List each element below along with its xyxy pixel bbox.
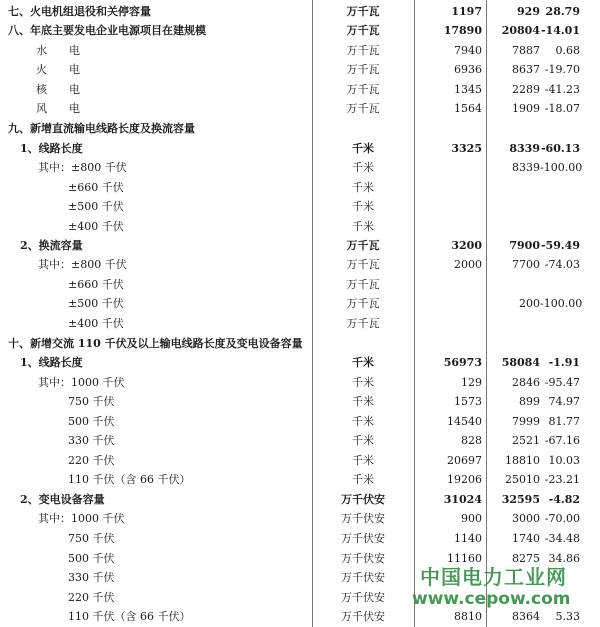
table-row <box>0 99 600 119</box>
table-row <box>0 119 600 139</box>
value-change: 34.86 <box>548 552 580 565</box>
row-unit: 万千瓦 <box>346 239 380 252</box>
value-change: -60.13 <box>540 142 580 155</box>
row-label: 330 千伏 <box>68 571 115 584</box>
row-unit: 万千伏安 <box>341 493 385 506</box>
value-previous: 2846 <box>512 376 540 389</box>
row-unit: 千米 <box>352 200 374 213</box>
table-row <box>0 353 600 373</box>
watermark-title: 中国电力工业网 <box>420 565 567 589</box>
value-change: 81.77 <box>548 415 580 428</box>
value-current: 1573 <box>454 395 482 408</box>
value-previous: 1740 <box>512 532 540 545</box>
row-label: ±660 千伏 <box>68 181 124 194</box>
row-unit: 万千伏安 <box>341 532 385 545</box>
value-previous: 2289 <box>512 83 540 96</box>
row-unit: 万千伏安 <box>341 512 385 525</box>
table-row <box>0 60 600 80</box>
value-current: 56973 <box>443 356 482 369</box>
row-label: 220 千伏 <box>68 454 115 467</box>
value-change <box>540 197 580 217</box>
value-previous: 8275 <box>512 552 540 565</box>
row-unit: 千米 <box>352 454 374 467</box>
value-previous <box>488 275 540 295</box>
value-current <box>416 294 482 314</box>
table-row <box>0 217 600 237</box>
value-change: -100.00 <box>540 297 583 310</box>
value-change: -34.48 <box>544 532 580 545</box>
value-current <box>416 119 482 139</box>
row-label: ±500 千伏 <box>68 200 124 213</box>
value-change <box>540 217 580 237</box>
value-previous: 18810 <box>505 454 540 467</box>
row-unit: 万千伏安 <box>341 610 385 623</box>
value-previous: 200 <box>519 297 540 310</box>
value-change: 10.03 <box>548 454 580 467</box>
value-current: 6936 <box>454 63 482 76</box>
value-current <box>416 275 482 295</box>
table-row <box>0 470 600 490</box>
table-row <box>0 529 600 549</box>
table-row <box>0 41 600 61</box>
row-label: 其中：±800 千伏 <box>38 161 127 174</box>
value-change <box>540 275 580 295</box>
row-unit: 万千瓦 <box>346 83 380 96</box>
value-previous: 25010 <box>505 473 540 486</box>
row-unit <box>312 334 414 354</box>
table-row <box>0 294 600 314</box>
table-row <box>0 451 600 471</box>
row-label: 750 千伏 <box>68 532 115 545</box>
value-current: 3200 <box>451 239 482 252</box>
row-label: ±500 千伏 <box>68 297 124 310</box>
row-unit: 万千瓦 <box>346 5 380 18</box>
value-current: 31024 <box>443 493 482 506</box>
table-row <box>0 158 600 178</box>
row-unit: 万千瓦 <box>346 317 380 330</box>
row-label: 十、新增交流 110 千伏及以上输电线路长度及变电设备容量 <box>8 337 303 350</box>
value-change <box>540 178 580 198</box>
value-change: 28.79 <box>545 5 580 18</box>
value-current: 11160 <box>447 552 482 565</box>
value-current <box>416 178 482 198</box>
row-label: 500 千伏 <box>68 415 115 428</box>
value-previous: 3000 <box>512 512 540 525</box>
row-unit: 万千瓦 <box>346 258 380 271</box>
column-divider <box>414 0 415 627</box>
value-current <box>416 158 482 178</box>
table-row <box>0 373 600 393</box>
table-row <box>0 178 600 198</box>
row-unit: 万千伏安 <box>341 552 385 565</box>
row-label: 风 电 <box>36 102 80 115</box>
row-label: 2、换流容量 <box>20 239 83 252</box>
value-previous: 8339 <box>512 161 540 174</box>
value-change: -74.03 <box>544 258 580 271</box>
value-current: 20697 <box>447 454 482 467</box>
value-current: 19206 <box>447 473 482 486</box>
value-previous: 2521 <box>512 434 540 447</box>
value-previous <box>488 178 540 198</box>
table-row <box>0 509 600 529</box>
value-change: -1.91 <box>548 356 580 369</box>
value-change: -14.01 <box>540 24 580 37</box>
row-unit: 千米 <box>352 473 374 486</box>
value-previous: 8637 <box>512 63 540 76</box>
watermark-logo <box>408 559 600 617</box>
value-previous: 7999 <box>512 415 540 428</box>
row-unit: 千米 <box>352 434 374 447</box>
table-row <box>0 431 600 451</box>
value-change: -18.07 <box>544 102 580 115</box>
table-row <box>0 255 600 275</box>
row-label: 其中：±800 千伏 <box>38 258 127 271</box>
value-change: -4.82 <box>548 493 580 506</box>
row-label: 其中：1000 千伏 <box>38 376 125 389</box>
row-label: 500 千伏 <box>68 552 115 565</box>
value-change <box>540 119 580 139</box>
row-label: 220 千伏 <box>68 591 115 604</box>
table-row <box>0 314 600 334</box>
table-row <box>0 275 600 295</box>
value-change: -19.70 <box>544 63 580 76</box>
row-label: ±660 千伏 <box>68 278 124 291</box>
value-current: 900 <box>461 512 482 525</box>
row-unit <box>312 119 414 139</box>
value-previous <box>488 197 540 217</box>
row-label: 110 千伏（含 66 千伏） <box>68 473 191 486</box>
value-previous: 20804 <box>501 24 540 37</box>
value-current: 8810 <box>454 610 482 623</box>
value-previous: 7700 <box>512 258 540 271</box>
value-current <box>416 217 482 237</box>
value-current: 3325 <box>451 142 482 155</box>
value-current: 1197 <box>451 5 482 18</box>
table-row <box>0 412 600 432</box>
table-row <box>0 197 600 217</box>
row-label: 1、线路长度 <box>20 142 83 155</box>
value-current: 2000 <box>454 258 482 271</box>
value-change: -23.21 <box>544 473 580 486</box>
value-change: -67.16 <box>544 434 580 447</box>
value-current <box>416 334 482 354</box>
value-previous: 58084 <box>501 356 540 369</box>
row-unit: 千米 <box>352 142 374 155</box>
value-change <box>540 314 580 334</box>
row-label: 八、年底主要发电企业电源项目在建规模 <box>8 24 206 37</box>
value-previous: 929 <box>517 5 540 18</box>
value-previous <box>488 314 540 334</box>
table-row <box>0 490 600 510</box>
value-previous: 7900 <box>509 239 540 252</box>
table-row <box>0 139 600 159</box>
table-row <box>0 2 600 22</box>
column-divider <box>486 0 487 627</box>
value-change: -41.23 <box>544 83 580 96</box>
row-unit: 万千瓦 <box>346 102 380 115</box>
row-label: 其中：1000 千伏 <box>38 512 125 525</box>
watermark-url: www.cepow.com <box>412 589 571 609</box>
value-change: 0.68 <box>555 44 580 57</box>
value-current: 1140 <box>454 532 482 545</box>
row-label: ±400 千伏 <box>68 220 124 233</box>
row-unit: 千米 <box>352 376 374 389</box>
value-change: 5.33 <box>555 610 580 623</box>
value-previous: 8364 <box>512 610 540 623</box>
value-previous: 32595 <box>501 493 540 506</box>
value-change: -95.47 <box>544 376 580 389</box>
value-current <box>416 197 482 217</box>
row-unit: 千米 <box>352 220 374 233</box>
value-current: 7940 <box>454 44 482 57</box>
row-unit: 千米 <box>352 415 374 428</box>
row-unit: 万千瓦 <box>346 44 380 57</box>
value-current: 1345 <box>454 83 482 96</box>
row-unit: 千米 <box>352 395 374 408</box>
value-current: 17890 <box>443 24 482 37</box>
value-current: 14540 <box>447 415 482 428</box>
value-change: -100.00 <box>540 161 583 174</box>
value-change: 74.97 <box>548 395 580 408</box>
row-label: 水 电 <box>36 44 80 57</box>
value-change <box>540 334 580 354</box>
value-previous <box>488 217 540 237</box>
value-previous: 1909 <box>512 102 540 115</box>
row-label: 750 千伏 <box>68 395 115 408</box>
value-change: -59.49 <box>540 239 580 252</box>
value-current: 129 <box>461 376 482 389</box>
row-label: 330 千伏 <box>68 434 115 447</box>
table-row <box>0 392 600 412</box>
row-label: ±400 千伏 <box>68 317 124 330</box>
row-label: 110 千伏（含 66 千伏） <box>68 610 191 623</box>
table-row <box>0 21 600 41</box>
table-row <box>0 80 600 100</box>
value-previous <box>488 334 540 354</box>
value-previous <box>488 119 540 139</box>
row-label: 1、线路长度 <box>20 356 83 369</box>
value-previous: 7887 <box>512 44 540 57</box>
row-label: 七、火电机组退役和关停容量 <box>8 5 151 18</box>
row-unit: 千米 <box>352 181 374 194</box>
row-label: 核 电 <box>36 83 80 96</box>
value-previous: 899 <box>519 395 540 408</box>
column-divider <box>312 0 313 627</box>
row-unit: 万千瓦 <box>346 63 380 76</box>
row-unit: 万千瓦 <box>346 278 380 291</box>
row-unit: 万千伏安 <box>341 571 385 584</box>
row-unit: 万千瓦 <box>346 297 380 310</box>
table-row <box>0 236 600 256</box>
row-unit: 万千伏安 <box>341 591 385 604</box>
value-current <box>416 314 482 334</box>
row-unit: 千米 <box>352 161 374 174</box>
row-label: 九、新增直流输电线路长度及换流容量 <box>8 122 195 135</box>
value-current: 828 <box>461 434 482 447</box>
value-current: 1564 <box>454 102 482 115</box>
row-unit: 千米 <box>352 356 374 369</box>
row-label: 2、变电设备容量 <box>20 493 105 506</box>
value-previous: 8339 <box>509 142 540 155</box>
value-change: -70.00 <box>544 512 580 525</box>
table-row <box>0 334 600 354</box>
row-unit: 万千瓦 <box>346 24 380 37</box>
row-label: 火 电 <box>36 63 80 76</box>
